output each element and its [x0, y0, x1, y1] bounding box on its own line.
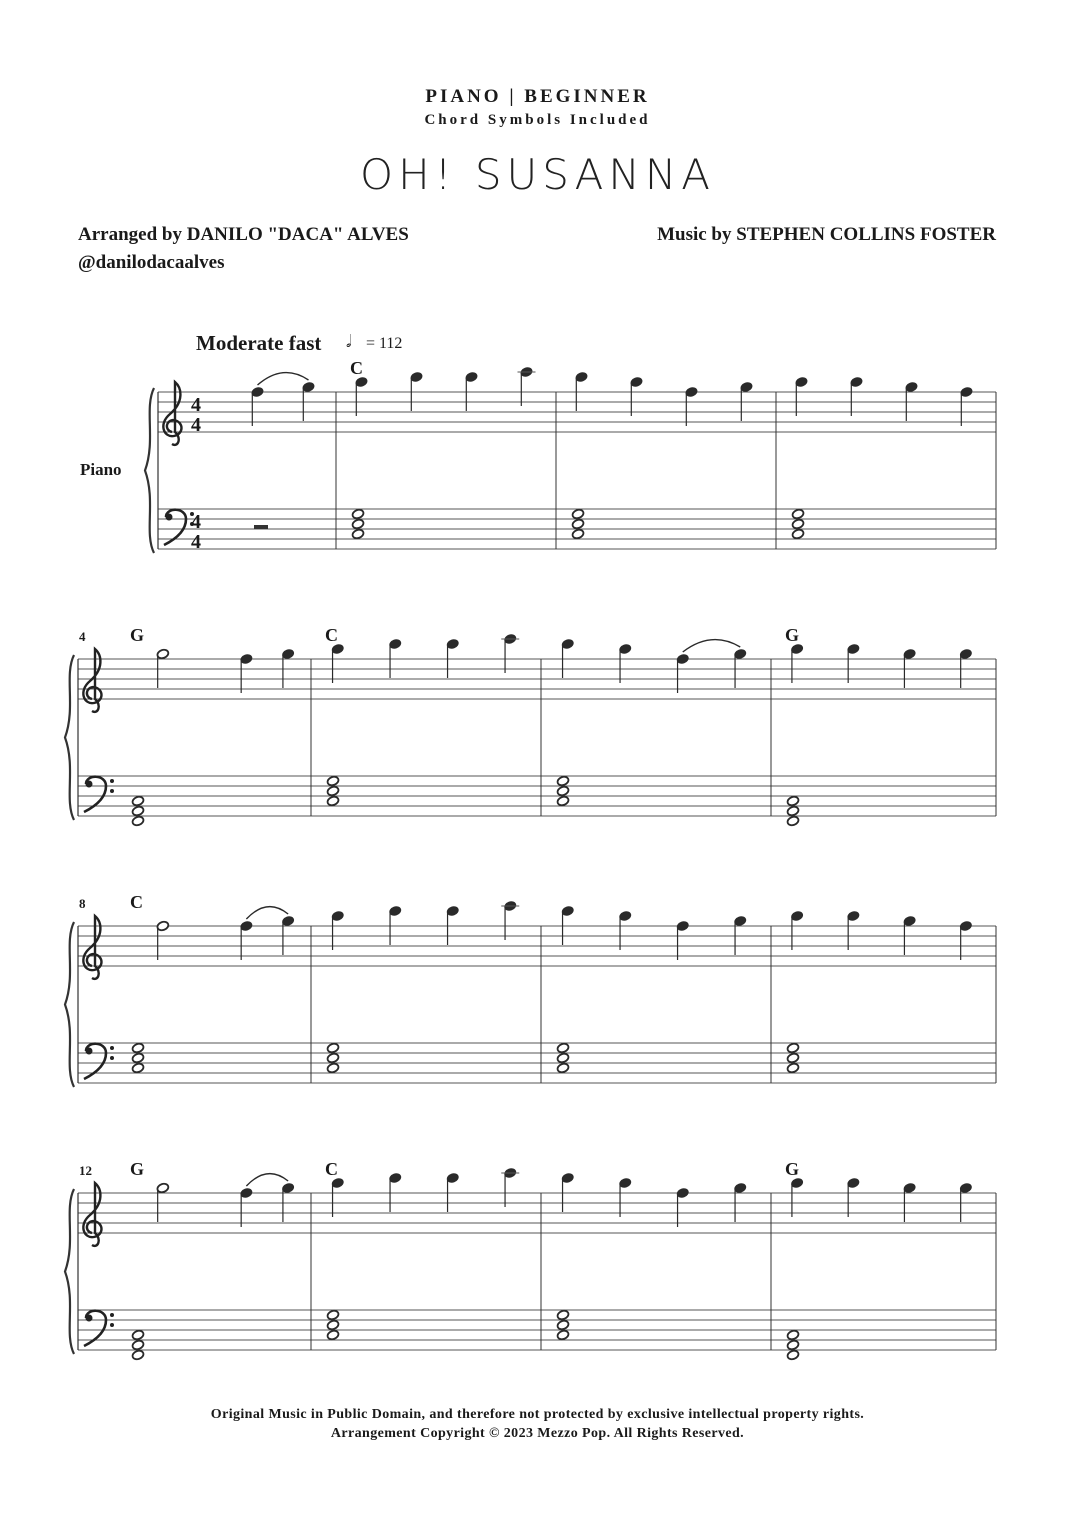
bass-clef-icon: [164, 510, 194, 545]
whole-note-head: [556, 1062, 569, 1073]
instrument-label: Piano: [80, 460, 122, 479]
chord-symbol: G: [130, 1159, 145, 1179]
bass-staff: [78, 776, 996, 816]
slur: [246, 1174, 288, 1186]
treble-staff: [78, 1193, 996, 1233]
subtitle: Chord Symbols Included: [424, 112, 651, 128]
half-rest-icon: [254, 525, 268, 529]
whole-note-head: [326, 785, 339, 796]
whole-note-head: [131, 1062, 144, 1073]
chord-symbol: C: [130, 892, 143, 912]
whole-note-head: [556, 785, 569, 796]
whole-note-head: [556, 775, 569, 786]
slur: [683, 640, 741, 652]
whole-note-head: [786, 1339, 799, 1350]
slur: [246, 907, 288, 919]
whole-note-head: [556, 1309, 569, 1320]
measure-number: 12: [79, 1163, 92, 1178]
brace: [65, 655, 74, 820]
whole-note-head: [326, 1062, 339, 1073]
whole-note-head: [131, 1052, 144, 1063]
whole-note-head: [131, 1329, 144, 1340]
whole-note-head: [556, 1329, 569, 1340]
bass-staff: [78, 1310, 996, 1350]
footer-public-domain: Original Music in Public Domain, and therefore not protected by exclusive intellectual property rights.: [210, 1407, 865, 1422]
whole-note-head: [791, 528, 804, 539]
whole-note-head: [571, 518, 584, 529]
chord-symbol: G: [130, 625, 145, 645]
bass-clef-icon: [84, 1311, 114, 1346]
whole-note-head: [131, 1349, 144, 1360]
chord-symbol: C: [350, 358, 363, 378]
whole-note-head: [556, 795, 569, 806]
whole-note-head: [786, 1062, 799, 1073]
measure-number: 4: [79, 629, 86, 644]
whole-note-head: [556, 1319, 569, 1330]
slur: [258, 373, 309, 385]
whole-note-head: [786, 1052, 799, 1063]
whole-note-head: [786, 1042, 799, 1053]
arranger-credit: Arranged by DANILO "DACA" ALVES: [78, 224, 409, 245]
brace: [65, 922, 74, 1087]
whole-note-head: [791, 518, 804, 529]
whole-note-head: [326, 1309, 339, 1320]
time-signature-numerator: 4: [191, 394, 201, 416]
bass-clef-icon: [84, 1044, 114, 1079]
whole-note-head: [131, 815, 144, 826]
whole-note-head: [131, 805, 144, 816]
half-note-icon: 𝅗𝅥: [346, 332, 352, 352]
whole-note-head: [351, 508, 364, 519]
time-signature-numerator: 4: [191, 511, 201, 533]
whole-note-head: [326, 795, 339, 806]
measure-number: 8: [79, 896, 86, 911]
whole-note-head: [571, 528, 584, 539]
composer-credit: Music by STEPHEN COLLINS FOSTER: [657, 224, 996, 245]
whole-note-head: [131, 1042, 144, 1053]
whole-note-head: [556, 1042, 569, 1053]
brace: [145, 388, 154, 553]
whole-note-head: [326, 1052, 339, 1063]
time-signature-denominator: 4: [191, 531, 201, 553]
chord-symbol: G: [785, 1159, 800, 1179]
treble-clef-icon: [163, 382, 181, 445]
time-signature-denominator: 4: [191, 414, 201, 436]
whole-note-head: [786, 1349, 799, 1360]
arranger-handle: @danilodacaalves: [78, 252, 225, 273]
whole-note-head: [326, 1042, 339, 1053]
treble-clef-icon: [83, 649, 101, 712]
whole-note-head: [786, 1329, 799, 1340]
whole-note-head: [131, 795, 144, 806]
treble-staff: [158, 392, 996, 432]
bass-staff: [78, 1043, 996, 1083]
tempo-marking: Moderate fast: [196, 331, 322, 355]
tempo-value: = 112: [366, 335, 403, 352]
whole-note-head: [131, 1339, 144, 1350]
treble-staff: [78, 926, 996, 966]
whole-note-head: [351, 528, 364, 539]
chord-symbol: C: [325, 625, 338, 645]
song-title: OH! SUSANNA: [360, 150, 715, 199]
whole-note-head: [556, 1052, 569, 1063]
whole-note-head: [326, 775, 339, 786]
edition-label: PIANO | BEGINNER: [425, 86, 650, 107]
treble-clef-icon: [83, 1183, 101, 1246]
brace: [65, 1189, 74, 1354]
whole-note-head: [791, 508, 804, 519]
whole-note-head: [786, 815, 799, 826]
footer-copyright: Arrangement Copyright © 2023 Mezzo Pop. All Rights Reserved.: [330, 1426, 745, 1441]
whole-note-head: [326, 1319, 339, 1330]
chord-symbol: C: [325, 1159, 338, 1179]
bass-clef-icon: [84, 777, 114, 812]
treble-clef-icon: [83, 916, 101, 979]
whole-note-head: [326, 1329, 339, 1340]
chord-symbol: G: [785, 625, 800, 645]
whole-note-head: [786, 805, 799, 816]
whole-note-head: [786, 795, 799, 806]
whole-note-head: [351, 518, 364, 529]
treble-staff: [78, 659, 996, 699]
whole-note-head: [571, 508, 584, 519]
